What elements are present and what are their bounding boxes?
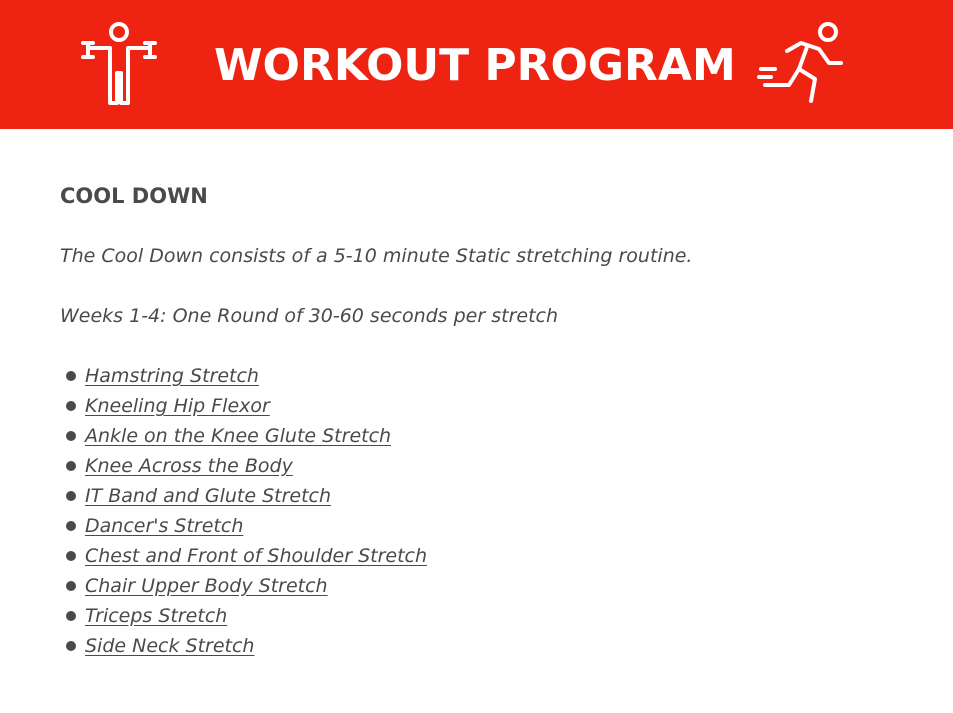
header-banner [0, 0, 953, 129]
stretch-link-chest-shoulder[interactable]: Chest and Front of Shoulder Stretch [85, 545, 428, 567]
intro-text: The Cool Down consists of a 5-10 minute Static stretching routine. [60, 245, 693, 267]
stretch-list [66, 361, 427, 661]
list-item [66, 421, 427, 451]
stretch-link-dancers[interactable]: Dancer's Stretch [85, 515, 244, 537]
runner-icon [757, 21, 849, 105]
stretch-link-knee-across-body[interactable]: Knee Across the Body [85, 455, 293, 477]
stretch-link-triceps[interactable]: Triceps Stretch [85, 605, 228, 627]
stretch-link-chair-upper-body[interactable]: Chair Upper Body Stretch [85, 575, 328, 597]
bullet-icon [66, 641, 76, 651]
bullet-icon [66, 491, 76, 501]
stretch-link-side-neck[interactable]: Side Neck Stretch [85, 635, 255, 657]
bullet-icon [66, 611, 76, 621]
list-item [66, 481, 427, 511]
bullet-icon [66, 551, 76, 561]
stretch-link-kneeling-hip-flexor[interactable]: Kneeling Hip Flexor [85, 395, 270, 417]
list-item [66, 511, 427, 541]
stretch-link-ankle-knee-glute[interactable]: Ankle on the Knee Glute Stretch [85, 425, 392, 447]
list-item [66, 631, 427, 661]
bullet-icon [66, 461, 76, 471]
list-item [66, 541, 427, 571]
list-item [66, 361, 427, 391]
stretch-link-hamstring[interactable]: Hamstring Stretch [85, 365, 259, 387]
list-item [66, 601, 427, 631]
stretch-link-it-band-glute[interactable]: IT Band and Glute Stretch [85, 485, 332, 507]
page-title: WORKOUT PROGRAM [214, 40, 736, 91]
bullet-icon [66, 521, 76, 531]
list-item [66, 451, 427, 481]
bullet-icon [66, 431, 76, 441]
bullet-icon [66, 401, 76, 411]
bullet-icon [66, 581, 76, 591]
bullet-icon [66, 371, 76, 381]
section-heading: COOL DOWN [60, 184, 208, 208]
list-item [66, 391, 427, 421]
weightlifter-icon [76, 21, 162, 105]
list-item [66, 571, 427, 601]
weeks-text: Weeks 1-4: One Round of 30-60 seconds per stretch [60, 305, 559, 327]
